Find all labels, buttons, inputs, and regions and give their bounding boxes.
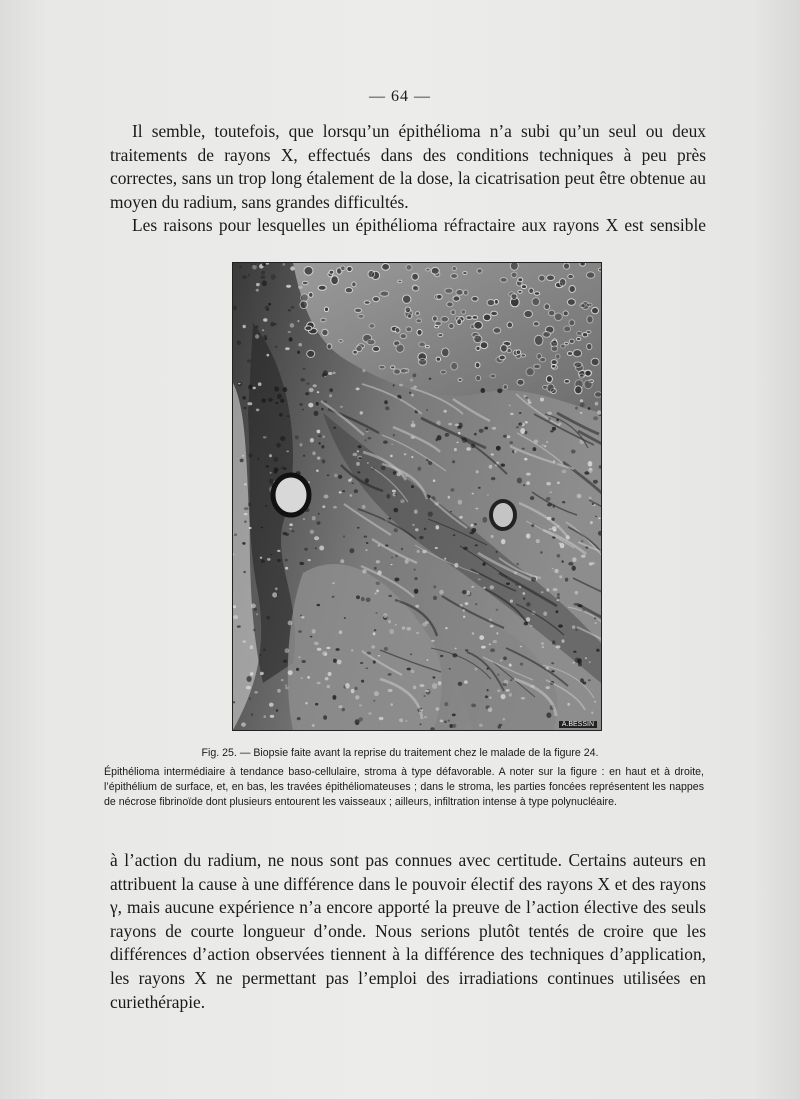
page-number: — 64 — (369, 88, 431, 105)
illustrator-signature: A.BESSIN (559, 721, 597, 728)
histology-micrograph (232, 262, 602, 731)
paragraph-intro: Il semble, toutefois, que lorsqu’un épithélioma n’a subi qu’un seul ou deux traitements de rayons X, effectués dans des conditions techniques à peu près correctes, sans un trop long étalement de la dose, la cicatrisation peut être obtenue au moyen du radium, sans grandes difficultés. (110, 121, 706, 212)
figure-caption-title: Fig. 25. — Biopsie faite avant la reprise du traitement chez le malade de la figure 24. (201, 747, 599, 759)
paragraph-reasons-continued: à l’action du radium, ne nous sont pas connues avec certitude. Certains auteurs en attribuent la cause à une différence dans le pouvoir électif des rayons X et des rayons γ, mais aucune expérience n’a encore apporté la preuve de l’action élective des seuls rayons de courte longueur d’onde. Nous serions plutôt tentés de croire que les différences d’action observées tiennent à la différence des techniques d’application, les rayons X ne permettant pas l’emploi des irradiations continues utilisées en curiethérapie. (110, 850, 706, 1012)
figure-caption-body: Épithélioma intermédiaire à tendance baso-cellulaire, stroma à type défavorable. A noter sur la figure : en haut et à droite, l’épithélium de surface, et, en bas, les travées épithéliomateuses ; dans le stroma, les parties foncées représentent les nappes de nécrose fibrinoïde dont plusieurs entourent les vaisseaux ; ailleurs, infiltration intense à type polynucléaire. (104, 766, 704, 808)
paragraph-reasons-start: Les raisons pour lesquelles un épithélioma réfractaire aux rayons X est sensible (132, 215, 706, 235)
